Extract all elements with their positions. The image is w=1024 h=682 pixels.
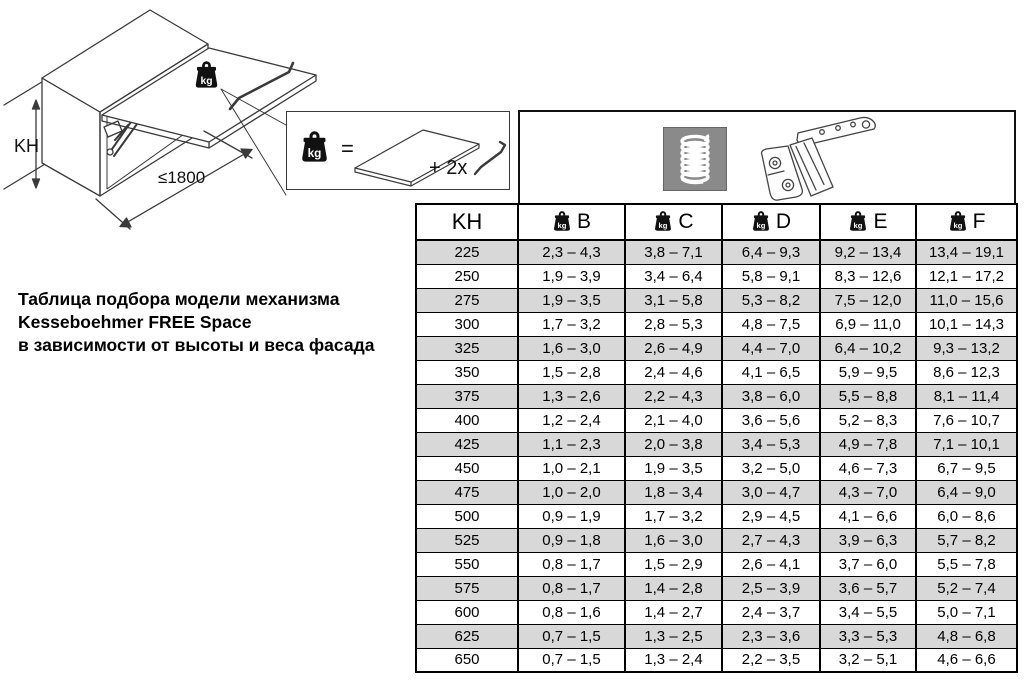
weight-range-cell: 7,1 – 10,1 xyxy=(916,432,1017,456)
kh-value: 575 xyxy=(416,576,518,600)
weight-definition-box xyxy=(286,111,510,190)
selection-table xyxy=(415,203,1018,673)
table-row xyxy=(416,408,1017,432)
weight-range-cell: 0,8 – 1,7 xyxy=(518,576,625,600)
weight-range-cell: 4,4 – 7,0 xyxy=(722,336,820,360)
kh-value: 325 xyxy=(416,336,518,360)
weight-range-cell: 3,0 – 4,7 xyxy=(722,480,820,504)
weight-range-cell: 1,4 – 2,7 xyxy=(625,600,722,624)
weight-range-cell: 2,2 – 4,3 xyxy=(625,384,722,408)
weight-range-cell: 2,4 – 4,6 xyxy=(625,360,722,384)
kg-weight-icon xyxy=(948,210,968,232)
weight-range-cell: 0,8 – 1,7 xyxy=(518,552,625,576)
weight-range-cell: 5,5 – 8,8 xyxy=(820,384,916,408)
weight-range-cell: 1,4 – 2,8 xyxy=(625,576,722,600)
table-row xyxy=(416,432,1017,456)
weight-range-cell: 4,1 – 6,6 xyxy=(820,504,916,528)
caption-line-1: Таблица подбора модели механизма xyxy=(18,289,340,309)
caption-line-3: в зависимости от высоты и веса фасада xyxy=(18,335,375,355)
weight-range-cell: 0,7 – 1,5 xyxy=(518,648,625,672)
kg-weight-icon xyxy=(552,210,572,232)
weight-range-cell: 3,2 – 5,1 xyxy=(820,648,916,672)
weight-range-cell: 1,8 – 3,4 xyxy=(625,480,722,504)
kg-weight-icon xyxy=(302,133,327,162)
table-row xyxy=(416,600,1017,624)
weight-range-cell: 13,4 – 19,1 xyxy=(916,240,1017,264)
table-row xyxy=(416,336,1017,360)
weight-range-cell: 1,5 – 2,8 xyxy=(518,360,625,384)
weight-range-cell: 5,2 – 8,3 xyxy=(820,408,916,432)
kh-value: 225 xyxy=(416,240,518,264)
weight-range-cell: 9,2 – 13,4 xyxy=(820,240,916,264)
weight-range-cell: 3,4 – 5,5 xyxy=(820,600,916,624)
column-header-b xyxy=(518,204,625,240)
width-dimension-arrow xyxy=(126,153,246,223)
column-header-kh: KH xyxy=(416,204,518,240)
kh-label: KH xyxy=(14,136,40,156)
weight-range-cell: 3,6 – 5,6 xyxy=(722,408,820,432)
weight-range-cell: 0,7 – 1,5 xyxy=(518,624,625,648)
weight-range-cell: 1,3 – 2,5 xyxy=(625,624,722,648)
weight-range-cell: 6,4 – 9,3 xyxy=(722,240,820,264)
weight-range-cell: 0,9 – 1,8 xyxy=(518,528,625,552)
weight-range-cell: 2,5 – 3,9 xyxy=(722,576,820,600)
weight-range-cell: 1,2 – 2,4 xyxy=(518,408,625,432)
weight-range-cell: 5,2 – 7,4 xyxy=(916,576,1017,600)
weight-range-cell: 3,8 – 7,1 xyxy=(625,240,722,264)
plus-2x-label: + 2x xyxy=(429,157,468,179)
model-letter: E xyxy=(873,210,888,234)
weight-range-cell: 0,8 – 1,6 xyxy=(518,600,625,624)
equals-sign: = xyxy=(341,136,354,161)
weight-range-cell: 4,3 – 7,0 xyxy=(820,480,916,504)
legend-box xyxy=(518,110,1016,205)
weight-range-cell: 1,3 – 2,4 xyxy=(625,648,722,672)
weight-range-cell: 5,3 – 8,2 xyxy=(722,288,820,312)
kh-value: 650 xyxy=(416,648,518,672)
kh-value: 275 xyxy=(416,288,518,312)
kh-value: 625 xyxy=(416,624,518,648)
weight-range-cell: 3,4 – 5,3 xyxy=(722,432,820,456)
kh-value: 425 xyxy=(416,432,518,456)
weight-range-cell: 11,0 – 15,6 xyxy=(916,288,1017,312)
weight-range-cell: 3,1 – 5,8 xyxy=(625,288,722,312)
table-row xyxy=(416,384,1017,408)
weight-range-cell: 2,1 – 4,0 xyxy=(625,408,722,432)
weight-range-cell: 1,5 – 2,9 xyxy=(625,552,722,576)
weight-range-cell: 7,5 – 12,0 xyxy=(820,288,916,312)
weight-range-cell: 0,9 – 1,9 xyxy=(518,504,625,528)
kh-value: 550 xyxy=(416,552,518,576)
weight-range-cell: 3,9 – 6,3 xyxy=(820,528,916,552)
weight-range-cell: 10,1 – 14,3 xyxy=(916,312,1017,336)
kh-value: 350 xyxy=(416,360,518,384)
caption-line-2: Kesseboehmer FREE Space xyxy=(18,312,252,332)
weight-range-cell: 6,9 – 11,0 xyxy=(820,312,916,336)
kh-value: 500 xyxy=(416,504,518,528)
weight-range-cell: 5,0 – 7,1 xyxy=(916,600,1017,624)
weight-range-cell: 2,6 – 4,9 xyxy=(625,336,722,360)
weight-range-cell: 4,8 – 6,8 xyxy=(916,624,1017,648)
weight-range-cell: 3,3 – 5,3 xyxy=(820,624,916,648)
table-row xyxy=(416,528,1017,552)
kh-value: 450 xyxy=(416,456,518,480)
weight-range-cell: 2,9 – 4,5 xyxy=(722,504,820,528)
column-header-e xyxy=(820,204,916,240)
weight-range-cell: 1,7 – 3,2 xyxy=(518,312,625,336)
weight-range-cell: 2,2 – 3,5 xyxy=(722,648,820,672)
column-header-f xyxy=(916,204,1017,240)
weight-range-cell: 4,9 – 7,8 xyxy=(820,432,916,456)
weight-range-cell: 6,7 – 9,5 xyxy=(916,456,1017,480)
weight-range-cell: 3,7 – 6,0 xyxy=(820,552,916,576)
weight-range-cell: 8,6 – 12,3 xyxy=(916,360,1017,384)
weight-range-cell: 5,8 – 9,1 xyxy=(722,264,820,288)
table-row xyxy=(416,312,1017,336)
table-row xyxy=(416,624,1017,648)
weight-range-cell: 5,9 – 9,5 xyxy=(820,360,916,384)
table-row xyxy=(416,552,1017,576)
table-row xyxy=(416,264,1017,288)
weight-range-cell: 6,4 – 10,2 xyxy=(820,336,916,360)
weight-range-cell: 8,1 – 11,4 xyxy=(916,384,1017,408)
weight-range-cell: 1,7 – 3,2 xyxy=(625,504,722,528)
kh-value: 525 xyxy=(416,528,518,552)
model-letter: C xyxy=(678,210,694,234)
table-row xyxy=(416,480,1017,504)
weight-range-cell: 2,8 – 5,3 xyxy=(625,312,722,336)
table-body xyxy=(416,240,1017,672)
weight-range-cell: 2,0 – 3,8 xyxy=(625,432,722,456)
weight-range-cell: 6,4 – 9,0 xyxy=(916,480,1017,504)
table-row xyxy=(416,576,1017,600)
kh-value: 375 xyxy=(416,384,518,408)
kg-weight-icon xyxy=(751,210,771,232)
weight-range-cell: 3,6 – 5,7 xyxy=(820,576,916,600)
table-header-row xyxy=(416,204,1017,240)
model-letter: D xyxy=(775,210,792,234)
weight-range-cell: 2,4 – 3,7 xyxy=(722,600,820,624)
kg-weight-icon xyxy=(848,210,868,232)
weight-range-cell: 1,1 – 2,3 xyxy=(518,432,625,456)
weight-range-cell: 5,5 – 7,8 xyxy=(916,552,1017,576)
weight-range-cell: 4,8 – 7,5 xyxy=(722,312,820,336)
weight-range-cell: 1,3 – 2,6 xyxy=(518,384,625,408)
model-letter: B xyxy=(576,210,591,234)
weight-range-cell: 12,1 – 17,2 xyxy=(916,264,1017,288)
weight-range-cell: 4,1 – 6,5 xyxy=(722,360,820,384)
table-row xyxy=(416,240,1017,264)
weight-range-cell: 1,9 – 3,5 xyxy=(518,288,625,312)
weight-range-cell: 1,6 – 3,0 xyxy=(518,336,625,360)
weight-range-cell: 5,7 – 8,2 xyxy=(916,528,1017,552)
weight-range-cell: 2,6 – 4,1 xyxy=(722,552,820,576)
weight-range-cell: 1,9 – 3,5 xyxy=(625,456,722,480)
kh-value: 300 xyxy=(416,312,518,336)
table-row xyxy=(416,504,1017,528)
column-header-c xyxy=(625,204,722,240)
weight-range-cell: 1,0 – 2,1 xyxy=(518,456,625,480)
kh-value: 600 xyxy=(416,600,518,624)
column-header-d xyxy=(722,204,820,240)
weight-range-cell: 6,0 – 8,6 xyxy=(916,504,1017,528)
weight-range-cell: 4,6 – 7,3 xyxy=(820,456,916,480)
weight-range-cell: 9,3 – 13,2 xyxy=(916,336,1017,360)
lift-mechanism-icon xyxy=(732,113,882,204)
weight-range-cell: 3,4 – 6,4 xyxy=(625,264,722,288)
table-row xyxy=(416,288,1017,312)
weight-range-cell: 8,3 – 12,6 xyxy=(820,264,916,288)
spring-coil-icon xyxy=(663,127,727,191)
table-row xyxy=(416,360,1017,384)
width-label: ≤1800 xyxy=(158,168,206,187)
weight-range-cell: 3,8 – 6,0 xyxy=(722,384,820,408)
table-row xyxy=(416,648,1017,672)
kh-value: 250 xyxy=(416,264,518,288)
weight-range-cell: 7,6 – 10,7 xyxy=(916,408,1017,432)
kg-weight-icon xyxy=(653,210,673,232)
table-caption xyxy=(18,288,374,357)
kh-value: 400 xyxy=(416,408,518,432)
weight-range-cell: 2,7 – 4,3 xyxy=(722,528,820,552)
weight-range-cell: 3,2 – 5,0 xyxy=(722,456,820,480)
kh-value: 475 xyxy=(416,480,518,504)
weight-range-cell: 2,3 – 3,6 xyxy=(722,624,820,648)
weight-range-cell: 2,3 – 4,3 xyxy=(518,240,625,264)
weight-range-cell: 4,6 – 6,6 xyxy=(916,648,1017,672)
weight-range-cell: 1,9 – 3,9 xyxy=(518,264,625,288)
table-row xyxy=(416,456,1017,480)
weight-range-cell: 1,6 – 3,0 xyxy=(625,528,722,552)
weight-range-cell: 1,0 – 2,0 xyxy=(518,480,625,504)
model-letter: F xyxy=(972,210,986,234)
